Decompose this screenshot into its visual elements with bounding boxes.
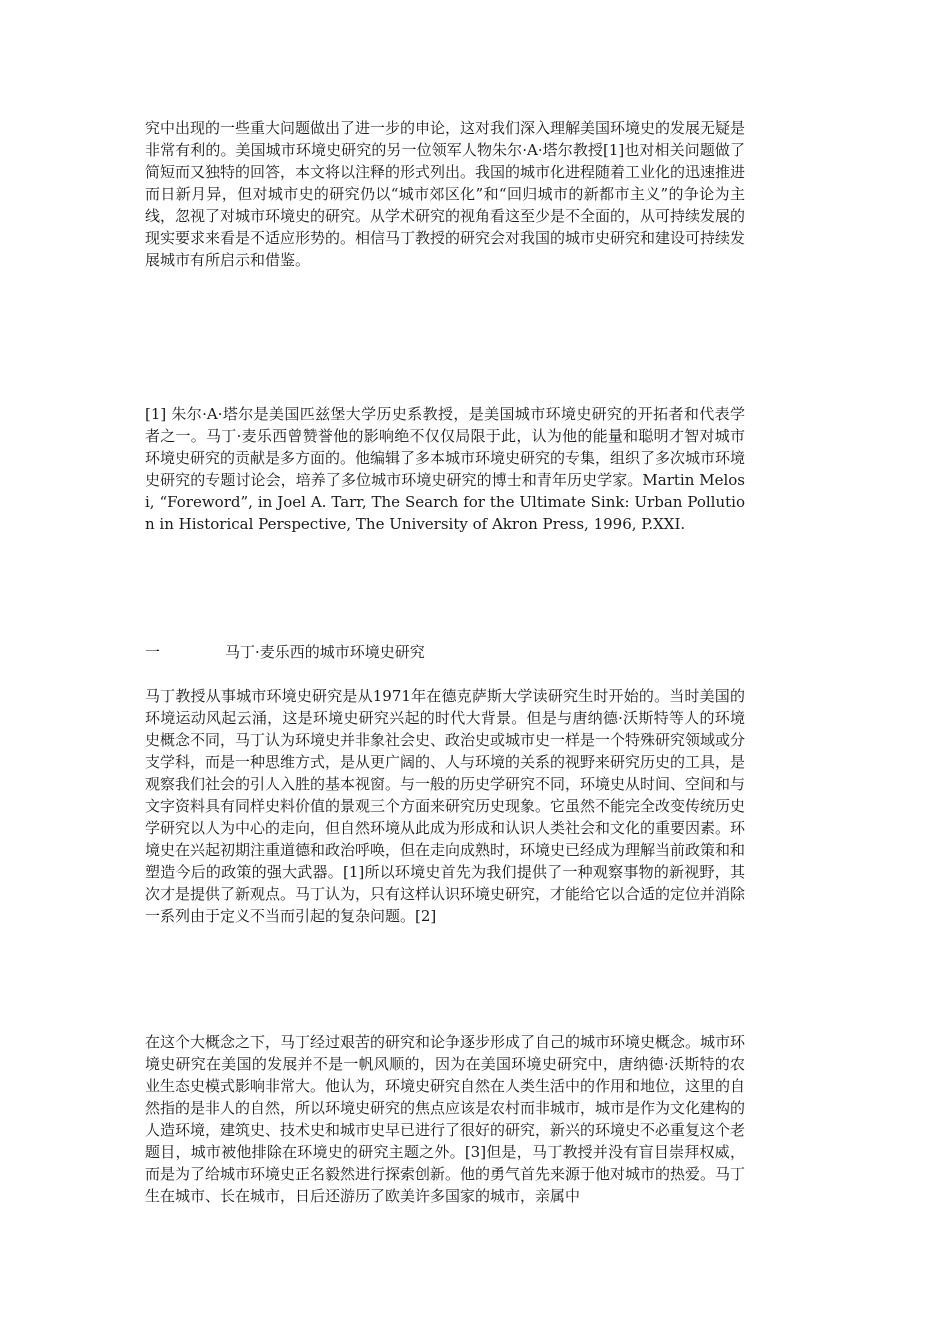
intro-paragraph: 究中出现的一些重大问题做出了进一步的申论，这对我们深入理解美国环境史的发展无疑是非常有利的。美国城市环境史研究的另一位领军人物朱尔·A·塔尔教授[1]也对相关问题做了简短而又独特的回答，本文将以注释的形式列出。我国的城市化进程随着工业化的迅速推进而日新月异，但对城市史的研究仍以“城市郊区化”和“回归城市的新都市主义”的争论为主线，忽视了对城市环境史的研究。从学术研究的视角看这至少是不全面的，从可持续发展的现实要求来看是不适应形势的。相信马丁教授的研究会对我国的城市史研究和建设可持续发展城市有所启示和借鉴。 — [145, 119, 746, 269]
body-paragraph-2: 在这个大概念之下，马丁经过艰苦的研究和论争逐步形成了自己的城市环境史概念。城市环境史研究在美国的发展并不是一帆风顺的，因为在美国环境史研究中，唐纳德·沃斯特的农业生态史模式影响非常大。他认为，环境史研究自然在人类生活中的作用和地位，这里的自然指的是非人的自然，所以环境史研究的焦点应该是农村而非城市，城市是作为文化建构的人造环境，建筑史、技术史和城市史早已进行了很好的研究，新兴的环境史不必重复这个老题目，城市被他排除在环境史的研究主题之外。[3]但是，马丁教授并没有盲目崇拜权威，而是为了给城市环境史正名毅然进行探索创新。他的勇气首先来源于他对城市的热爱。马丁生在城市、长在城市，日后还游历了欧美许多国家的城市，亲属中 — [145, 1033, 746, 1205]
footnote-1: [1] 朱尔·A·塔尔是美国匹兹堡大学历史系教授，是美国城市环境史研究的开拓者和代表学者之一。马丁·麦乐西曾赞誉他的影响绝不仅仅局限于此，认为他的能量和聪明才智对城市环境史研究的贡献是多方面的。他编辑了多本城市环境史研究的专集，组织了多次城市环境史研究的专题讨论会，培养了多位城市环境史研究的博士和青年历史学家。Martin Melosi, “Foreword”, in Joel A. Tarr, The Search for the Ultimate Sink: Urban Pollution in Historical Perspective, The University of Akron Press, 1996, P.XXI. — [145, 405, 746, 533]
section-number: 一 — [145, 643, 161, 661]
section-title: 马丁·麦乐西的城市环境史研究 — [225, 643, 425, 661]
section-heading — [145, 641, 745, 663]
body-paragraph-1: 马丁教授从事城市环境史研究是从1971年在德克萨斯大学读研究生时开始的。当时美国的环境运动风起云涌，这是环境史研究兴起的时代大背景。但是与唐纳德·沃斯特等人的环境史概念不同，马丁认为环境史并非象社会史、政治史或城市史一样是一个特殊研究领域或分支学科，而是一种思维方式，是从更广阔的、人与环境的关系的视野来研究历史的工具，是观察我们社会的引人入胜的基本视窗。与一般的历史学研究不同，环境史从时间、空间和与文字资料具有同样史料价值的景观三个方面来研究历史现象。它虽然不能完全改变传统历史学研究以人为中心的走向，但自然环境从此成为形成和认识人类社会和文化的重要因素。环境史在兴起初期注重道德和政治呼唤，但在走向成熟时，环境史已经成为理解当前政策和和塑造今后的政策的强大武器。[1]所以环境史首先为我们提供了一种观察事物的新视野，其次才是提供了新观点。马丁认为，只有这样认识环境史研究，才能给它以合适的定位并消除一系列由于定义不当而引起的复杂问题。[2] — [145, 687, 746, 925]
